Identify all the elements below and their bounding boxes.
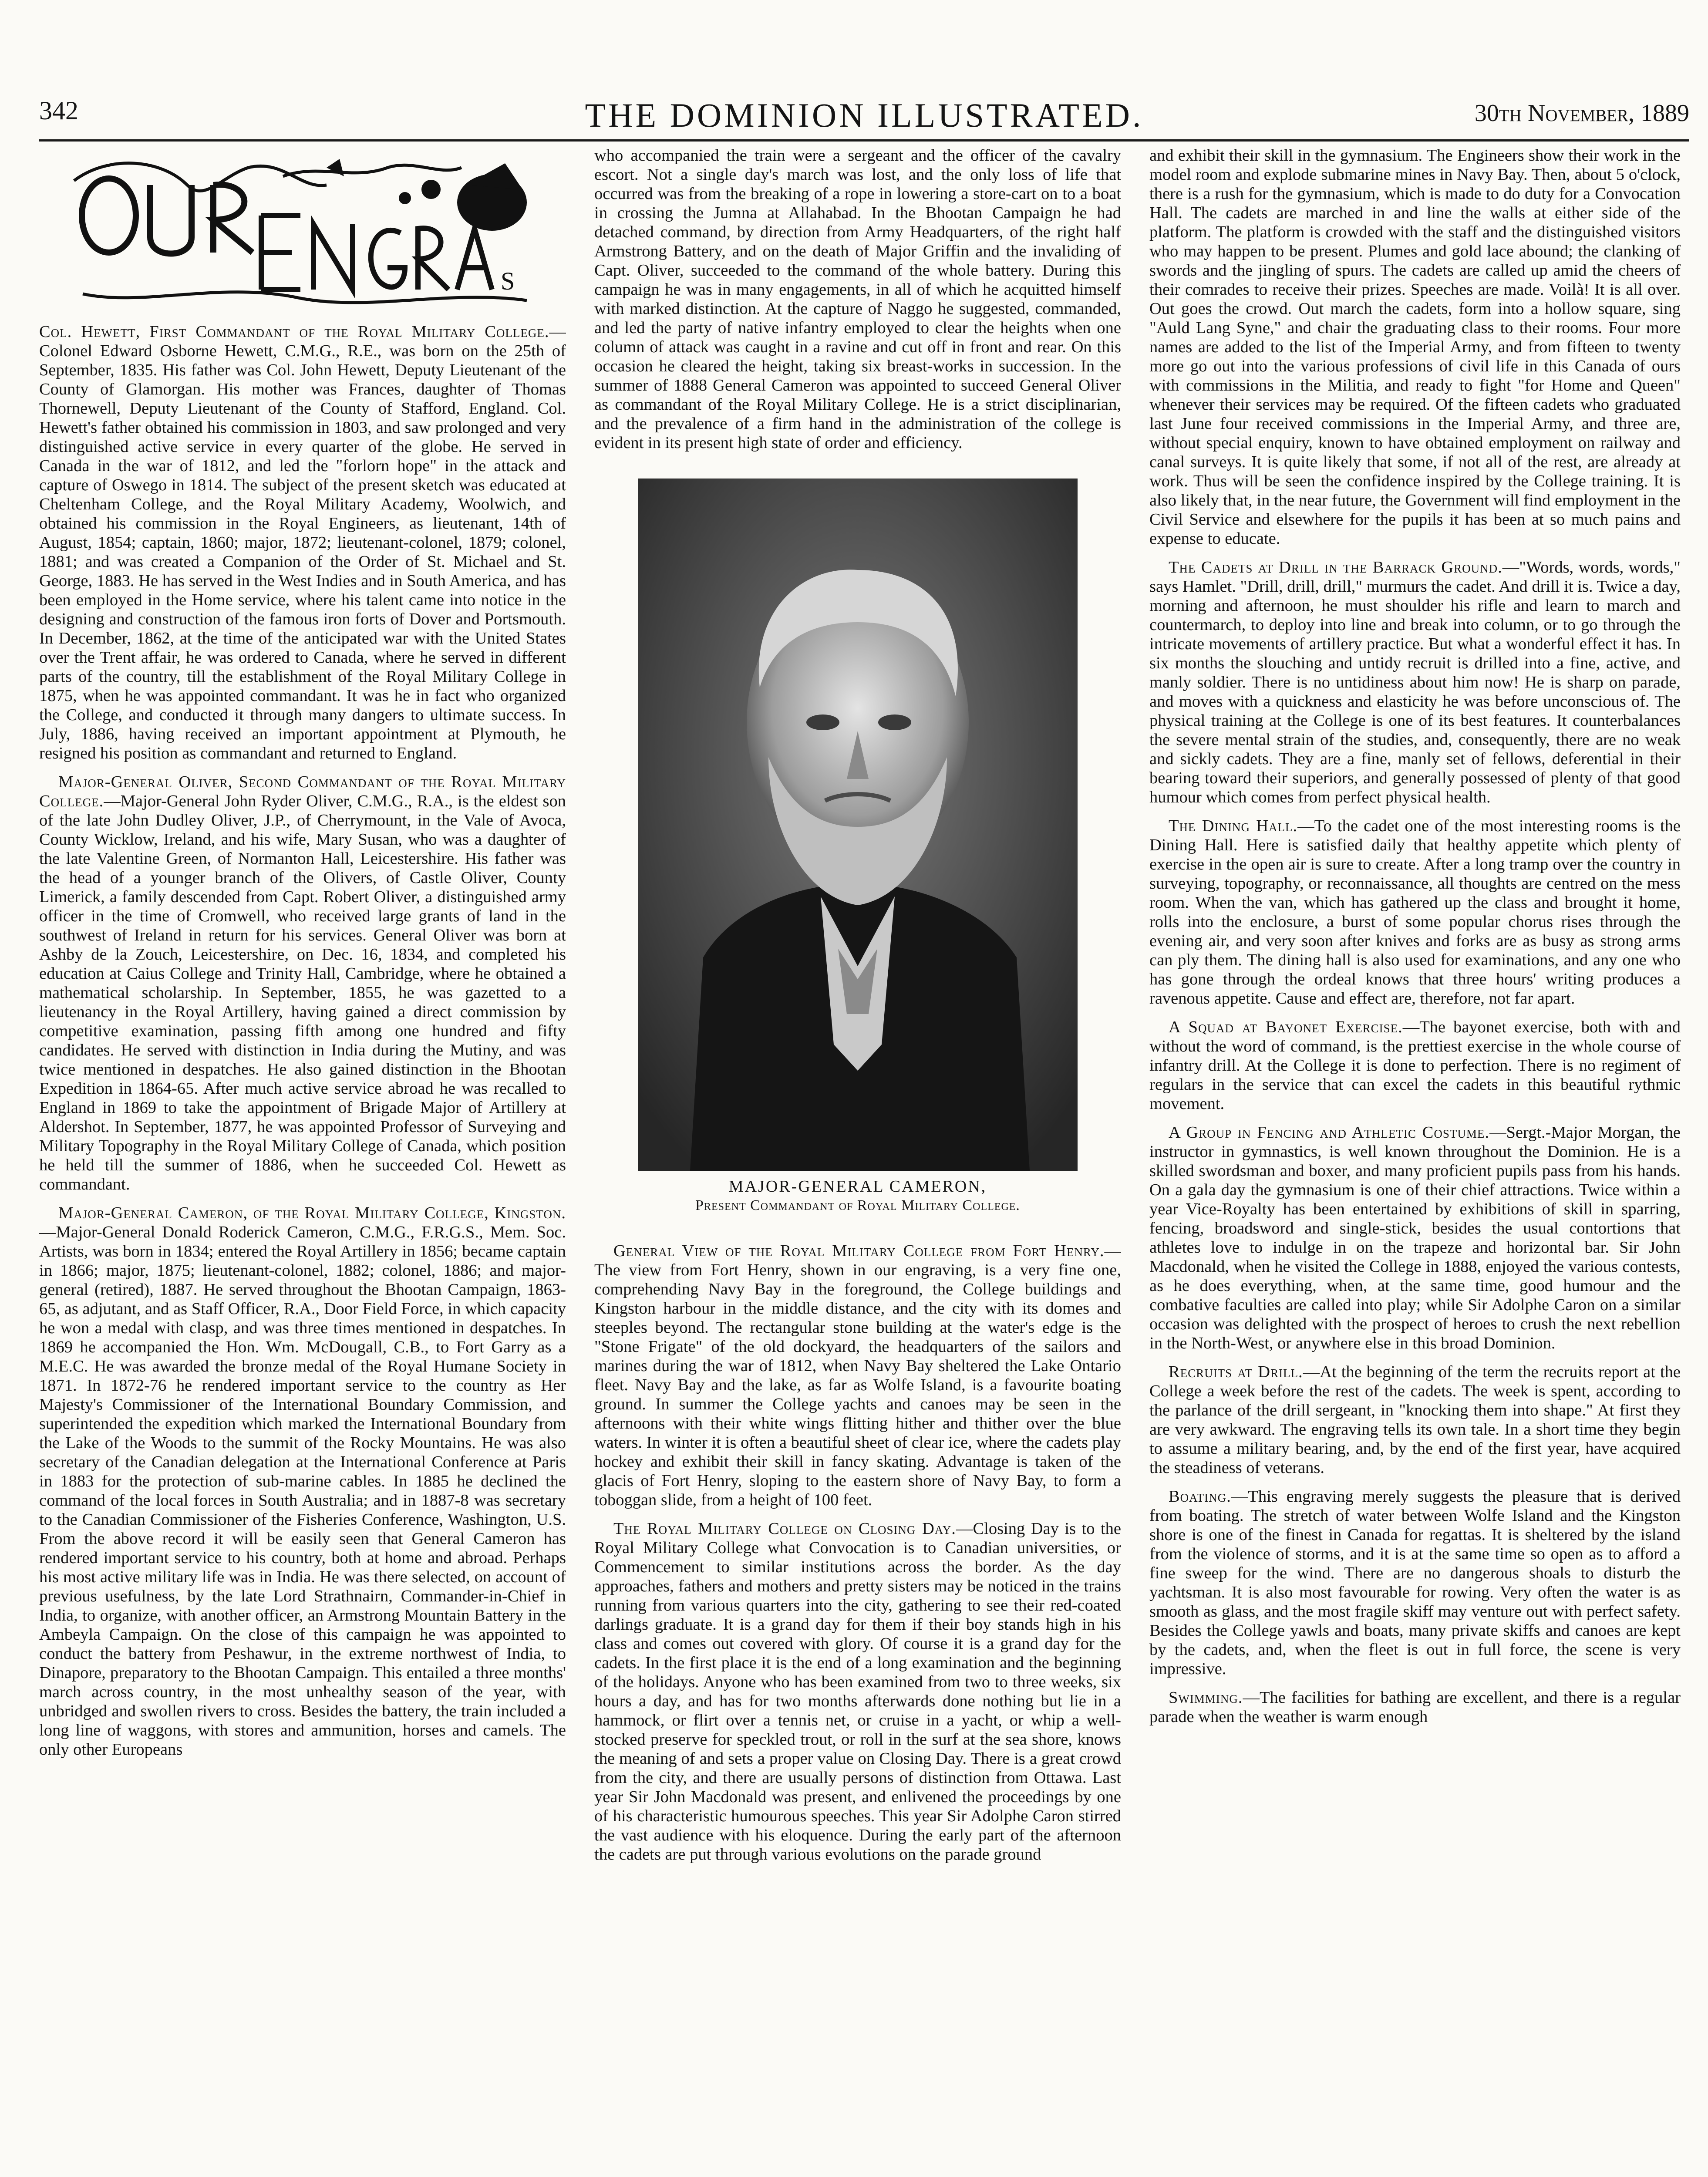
engravings-masthead-icon bbox=[57, 150, 544, 318]
hewett-heading: Col. Hewett, First Commandant of the Royal Military College. bbox=[39, 323, 549, 341]
boating-body: —This engraving merely suggests the pleasure that is derived from boating. The stretch of water between Wolfe Island and the Kingston shore is one of the finest in Canada for regattas. It is sheltered by the island from the violence of storms, and it is at the same time so open as to afford a fine sweep for the wind. There are no dangerous shoals to disturb the yachtsman. It is also most favourable for rowing. Very often the water is as smooth as glass, and the most fragile skiff may venture out with perfect safety. Besides the College yawls and boats, many private skiffs and canoes are kept by the cadets, and, when the fleet is out in full force, the scene is very impressive. bbox=[1149, 1487, 1681, 1678]
swimming-body: —The facilities for bathing are excellent, and there is a regular parade when the weather is warm enough bbox=[1149, 1688, 1681, 1726]
general-view-body: —The view from Fort Henry, shown in our engraving, is a very fine one, comprehending Navy Bay in the foreground, the College buildings and Kingston harbour in the middle distance, and the city with its domes and steeples beyond. The rectangular stone building at the water's edge is the "Stone Frigate" of the old dockyard, the headquarters of the sailors and marines during the war of 1812, when Navy Bay sheltered the Lake Ontario fleet. Navy Bay and the lake, as far as Wolfe Island, is a favourite boating ground. In summer the College yachts and canoes may be seen in the afternoons with their white wings flitting hither and thither over the blue waters. In winter it is often a beautiful sheet of clear ice, where the cadets play hockey and exhibit their skill in fancy skating. Advantage is taken of the glacis of Fort Henry, sloping to the eastern shore of Navy Bay, to form a toboggan slide, from a height of 100 feet. bbox=[594, 1242, 1121, 1509]
column-2 bbox=[594, 146, 1121, 2177]
general-view-heading: General View of the Royal Military College from Fort Henry. bbox=[613, 1242, 1105, 1260]
fencing-body: —Sergt.-Major Morgan, the instructor in gymnastics, is well known throughout the Dominion. He is a skilled swordsman and boxer, and many proficient pupils pass from his hands. On a gala day the gymnasium is one of their chief attractions. Twice within a year Vice-Royalty has been entertained by exhibitions of skill in sparring, fencing, broadsword and single-stick, besides the usual contortions that athletes love to indulge in on the trapeze and horizontal bar. Sir John Macdonald, when he visited the College in 1888, enjoyed the various contests, as he does everything, when, at the same time, good humour and the combative faculties are called into play; while Sir Adolphe Caron on a similar occasion was delighted with the prospect of heroes to crush the next rebellion in the North-West, or anywhere else in this broad Dominion. bbox=[1149, 1123, 1681, 1352]
bayonet-body: —The bayonet exercise, both with and without the word of command, is the prettiest exercise in the whole course of infantry drill. At the College it is done to perfection. There is no regiment of regulars in the service that can excel the cadets in this beautiful rythmic movement. bbox=[1149, 1018, 1681, 1113]
closing-day-body: —Closing Day is to the Royal Military College what Convocation is to Canadian universities, or Commencement to similar institutions across the border. As the day approaches, fathers and mothers and pretty sisters may be noticed in the trains running from various quarters into the city, gathering to see their red-coated darlings graduate. It is a grand day for them if their boy stands high in his class and comes out covered with glory. Of course it is a grand day for the cadets. In the first place it is the end of a long examination and the beginning of the holidays. Anyone who has been examined from two to three weeks, six hours a day, and has for two months afterwards done nothing but lie in a hammock, or flirt over a tennis net, or cruise in a yacht, or whip a well-stocked preserve for speckled trout, or roll in the surf at the sea shore, knows the meaning of and sets a proper value on Closing Day. There is a great crowd from the city, and there are usually persons of distinction from Ottawa. Last year Sir John Macdonald was present, and enlivened the proceedings by one of his characteristic humourous speeches. This year Sir Adolphe Caron stirred the vast audience with his eloquence. During the early part of the afternoon the cadets are put through various evolutions on the parade ground bbox=[594, 1520, 1121, 1864]
closing-day-heading: The Royal Military College on Closing Day. bbox=[613, 1520, 956, 1538]
closing-day-body-continued: and exhibit their skill in the gymnasium. The Engineers show their work in the model room and explode submarine mines in Navy Bay. Then, about 5 o'clock, there is a rush for the gymnasium, which is made to do duty for a Convocation Hall. The cadets are marched in and line the walls at either side of the platform. The platform is crowded with the staff and the distinguished visitors who may happen to be present. Plumes and gold lace abound; the clanking of swords and the jingling of spurs. The cadets are called up amid the cheers of their comrades to receive their prizes. Speeches are made. Voilà! It is all over. Out goes the crowd. Out march the cadets, form into a hollow square, sing "Auld Lang Syne," and chair the graduating class to their rooms. Four more names are added to the list of the Imperial Army, and from fifteen to twenty more go out into the various professions of civil life in this Canada of ours with commissions in the Militia, and ready to fight "for Home and Queen" whenever their services may be required. Of the fifteen cadets who graduated last June four received commissions in the Imperial Army, and three are, without special enquiry, known to have obtained employment on railway and canal surveys. It is quite likely that some, if not all of the rest, are already at work. Thus will be seen the confidence inspired by the College training. It is also likely that, in the near future, the Government will find employment in the Civil Service and elsewhere for the pupils it has been at so much pains and expense to educate. bbox=[1149, 146, 1681, 548]
page-number: 342 bbox=[39, 96, 78, 125]
portrait-caption-subtitle: Present Commandant of Royal Military College. bbox=[695, 1197, 1020, 1213]
portrait-caption-title: MAJOR-GENERAL CAMERON, bbox=[728, 1177, 987, 1196]
portrait-icon bbox=[638, 479, 1078, 1171]
cameron-body-continued: who accompanied the train were a sergeant and the officer of the cavalry escort. Not a single day's march was lost, and the only loss of life that occurred was from the breaking of a rope in lowering a store-cart on to a boat in crossing the Jumna at Allahabad. In the Bhootan Campaign he had detached command, by direction from Army Headquarters, of the right half Armstrong Battery, and on the death of Major Griffin and the invaliding of Capt. Oliver, succeeded to the command of the whole battery. During this campaign he was in many engagements, in all of which he acquitted himself with marked distinction. At the capture of Naggo he suggested, commanded, and led the party of native infantry employed to clear the heights when one column of attack was caught in a ravine and cut off in front and rear. On this occasion he cleared the height, taking six breast-works in succession. In the summer of 1888 General Cameron was appointed to succeed General Oliver as commandant of the Royal Military College. He is a strict disciplinarian, and the prevalence of a firm hand in the administration of the college is evident in its present high state of order and efficiency. bbox=[594, 146, 1121, 452]
portrait-caption bbox=[594, 1177, 1121, 1215]
drill-heading: The Cadets at Drill in the Barrack Ground. bbox=[1169, 558, 1503, 576]
cameron-body: —Major-General Donald Roderick Cameron, C.M.G., F.R.G.S., Mem. Soc. Artists, was born in 1834; entered the Royal Artillery in 1856; became captain in 1866; major, 1875; lieutenant-colonel, 1882; colonel, 1886; and major-general (retired), 1887. He served throughout the Bhootan Campaign, 1863-65, as adjutant, and as Staff Officer, R.A., Door Field Force, in which capacity he won a medal with clasp, and was three times mentioned in despatches. In 1869 he accompanied the Hon. Wm. McDougall, C.B., to Fort Garry as a M.E.C. He was awarded the bronze medal of the Royal Humane Society in 1871. In 1872-76 he rendered important service to the country as Her Majesty's Commissioner of the International Boundary Commission, and superintended the expedition which marked the International Boundary from the Lake of the Woods to the summit of the Rocky Mountains. He was also secretary of the Canadian delegation at the International Conference at Paris in 1883 for the protection of sub-marine cables. In 1885 he declined the command of the local forces in South Australia; and in 1887-8 was secretary to the Canadian Commissioner of the Fisheries Conference, Washington, U.S. From the above record it will be easily seen that General Cameron has rendered important service to his country, both at home and abroad. Perhaps his most active military life was in India. He was there selected, on account of previous usefulness, by the late Lord Strathnairn, Commander-in-Chief in India, to organize, with another officer, an Armstrong Mountain Battery in the Ambeyla Campaign. On the close of this campaign he was appointed to conduct the battery from Peshawur, in the extreme northwest of India, to Dinapore, preparatory to the Bhootan Campaign. This entailed a three months' march across country, in the most unhealthy season of the year, with unbridged and swollen rivers to cross. Besides the battery, the train included a long line of waggons, with stores and ammunition, horses and camels. The only other Europeans bbox=[39, 1223, 566, 1759]
issue-date: 30th November, 1889 bbox=[1474, 100, 1689, 127]
fencing-heading: A Group in Fencing and Athletic Costume. bbox=[1169, 1123, 1489, 1142]
portrait-engraving bbox=[638, 479, 1078, 1171]
boating-heading: Boating. bbox=[1169, 1487, 1231, 1506]
svg-text:S: S bbox=[501, 267, 515, 295]
column-3 bbox=[1149, 146, 1681, 2177]
recruits-heading: Recruits at Drill. bbox=[1169, 1363, 1303, 1381]
header-rule bbox=[39, 139, 1689, 142]
oliver-heading: Major-General Oliver, Second Commandant of the Royal Military College. bbox=[39, 773, 566, 810]
publication-title: THE DOMINION ILLUSTRATED. bbox=[585, 96, 1144, 134]
swimming-heading: Swimming. bbox=[1169, 1688, 1243, 1707]
recruits-body: —At the beginning of the term the recruits report at the College a week before the rest of the cadets. The week is spent, according to the parlance of the drill sergeant, in "knocking them into shape." At first they are very awkward. The engraving tells its own tale. In a short time they begin to assume a military bearing, and, by the end of the first year, have acquired the steadiness of veterans. bbox=[1149, 1363, 1681, 1477]
dining-heading: The Dining Hall. bbox=[1169, 817, 1298, 835]
drill-body: —"Words, words, words," says Hamlet. "Drill, drill, drill," murmurs the cadet. And drill it is. Twice a day, morning and afternoon, he must shoulder his rifle and learn to march and countermarch, to deploy into line and break into column, or to go through the intricate movements of artillery practice. But what a wonderful effect it has. In six months the slouching and untidy recruit is drilled into a fine, active, and manly soldier. There is no untidiness about him now! He is sharp on parade, and moves with a quickness and elasticity he was before unconscious of. The physical training at the College is one of its best features. It counterbalances the severe mental strain of the studies, and, consequently, there are no weak and sickly cadets. They are a fine, manly set of fellows, deferential in their bearing toward their superiors, and generally possessed of plenty of that good humour which comes from perfect physical health. bbox=[1149, 558, 1681, 806]
cameron-heading: Major-General Cameron, of the Royal Military College, Kingston. bbox=[58, 1204, 566, 1222]
bayonet-heading: A Squad at Bayonet Exercise. bbox=[1169, 1018, 1403, 1036]
our-engravings-logo bbox=[57, 150, 544, 318]
oliver-body: —Major-General John Ryder Oliver, C.M.G., R.A., is the eldest son of the late John Dudley Oliver, J.P., of Cherrymount, in the Vale of Avoca, County Wicklow, Ireland, and his wife, Mary Susan, who was a daughter of the late Valentine Green, of Normanton Hall, Leicestershire. His father was the head of a younger branch of the Olivers, of Castle Oliver, County Limerick, a family descended from Capt. Robert Oliver, a distinguished army officer in the time of Cromwell, who received large grants of land in the southwest of Ireland in return for his services. General Oliver was born at Ashby de la Zouch, Leicestershire, on Dec. 16, 1834, and completed his education at Caius College and Trinity Hall, Cambridge, where he obtained a mathematical scholarship. In September, 1855, he was gazetted to a lieutenancy in the Royal Artillery, having gained a direct commission by competitive examination, passing fifth among one hundred and fifty candidates. He served with distinction in India during the Mutiny, and was twice mentioned in despatches. He also gained distinction in the Bhootan Expedition in 1864-65. After much active service abroad he was recalled to England in 1869 to take the appointment of Brigade Major of Artillery at Aldershot. In September, 1877, he was appointed Professor of Surveying and Military Topography in the Royal Military College of Canada, which position he held till the summer of 1886, when he succeeded Col. Hewett as commandant. bbox=[39, 792, 566, 1193]
hewett-body: —Colonel Edward Osborne Hewett, C.M.G., R.E., was born on the 25th of September, 1835. His father was Col. John Hewett, Deputy Lieutenant of the County of Glamorgan. His mother was Frances, daughter of Thomas Thornewell, Deputy Lieutenant of the County of Stafford, England. Col. Hewett's father obtained his commission in 1803, and saw prolonged and very distinguished active service in every quarter of the globe. He served in Canada in the war of 1812, and led the "forlorn hope" in the attack and capture of Oswego in 1814. The subject of the present sketch was educated at Cheltenham College, and the Royal Military Academy, Woolwich, and obtained his commission in the Royal Engineers, as lieutenant, 14th of August, 1854; captain, 1860; major, 1872; lieutenant-colonel, 1879; colonel, 1881; and was created a Companion of the Order of St. Michael and St. George, 1883. He has served in the West Indies and in South America, and has been employed in the Home service, where his talent came into notice in the designing and construction of the famous iron forts of Dover and Portsmouth. In December, 1862, at the time of the anticipated war with the United States over the Trent affair, he was ordered to Canada, where he served in different parts of the country, till the establishment of the Royal Military College in 1875, when he was appointed commandant. It was he in fact who organized the College, and conducted it through many dangers to ultimate success. In July, 1886, having received an important appointment at Plymouth, he resigned his position as commandant and returned to England. bbox=[39, 323, 566, 762]
dining-body: —To the cadet one of the most interesting rooms is the Dining Hall. Here is satisfied daily that healthy appetite which plenty of exercise in the open air is sure to create. After a long tramp over the country in surveying, topography, or reconnaissance, all thoughts are centred on the mess room. When the van, which has gathered up the class and brought it home, rolls into the enclosure, a burst of some popular chorus rises through the evening air, and very soon after knives and forks are as busy as strong arms can ply them. The dining hall is also used for examinations, and any one who has gone through the ordeal knows that three hours' writing produces a ravenous appetite. Cause and effect are, therefore, not far apart. bbox=[1149, 817, 1681, 1008]
column-1 bbox=[39, 146, 566, 2177]
